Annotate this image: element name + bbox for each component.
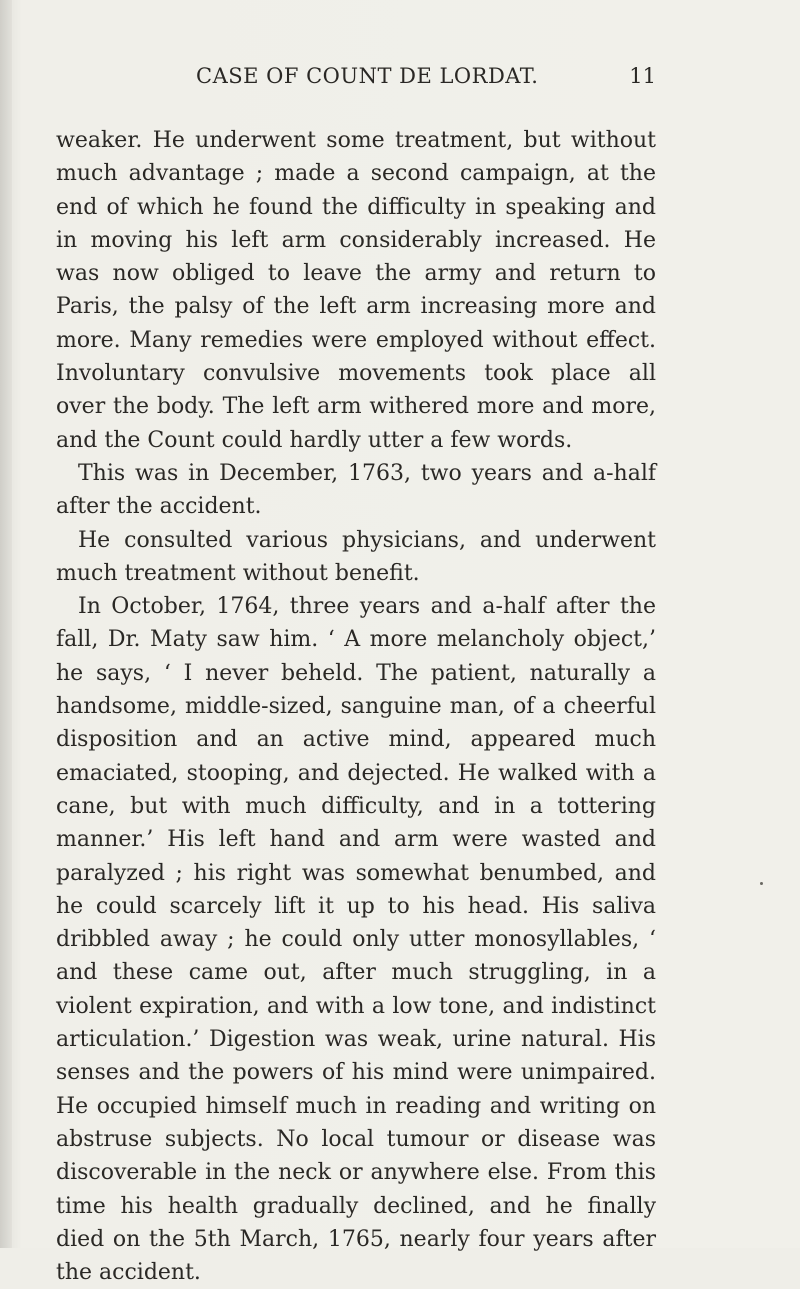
page-number: 11 (629, 64, 656, 88)
page-gutter (0, 0, 12, 1248)
paragraph-continued: weaker. He underwent some treatment, but without much advantage ; made a second campaign, at the end of which he found the difficulty in speaking and in moving his left arm considerably increased. He was now obliged to leave the army and return to Paris, the palsy of the left arm increasing more and more. Many remedies were employed without effect. Involuntary convulsive movements took place all over the body. The left arm withered more and more, and the Count could hardly utter a few words. (56, 128, 656, 453)
paragraph-october-1764: In October, 1764, three years and a-half after the fall, Dr. Maty saw him. ‘ A more melancholy object,’ he says, ‘ I never beheld. The patient, naturally a handsome, middle-sized, sanguine man, of a cheerful disposition and an active mind, appeared much emaciated, stooping, and dejected. He walked with a cane, but with much difficulty, and in a tottering manner.’ His left hand and arm were wasted and paralyzed ; his right was somewhat benumbed, and he could scarcely lift it up to his head. His saliva dribbled away ; he could only utter monosyllables, ‘ and these came out, after much struggling, in a violent expiration, and with a low tone, and indistinct articulation.’ Digestion was weak, urine natural. His senses and the powers of his mind were unimpaired. He occupied himself much in reading and writing on abstruse subjects. No local tumour or disease was discoverable in the neck or anywhere else. From this time his health gradually declined, and he finally died on the 5th March, 1765, nearly four years after the accident. (56, 594, 656, 1286)
body-text (56, 124, 656, 1289)
ink-speck (760, 882, 763, 885)
page-header (56, 64, 656, 94)
paragraph-physicians: He consulted various physicians, and underwent much treatment without benefit. (56, 527, 656, 586)
running-title: CASE OF COUNT DE LORDAT. (196, 64, 539, 88)
paragraph-december-1763: This was in December, 1763, two years and a-half after the accident. (56, 460, 656, 520)
